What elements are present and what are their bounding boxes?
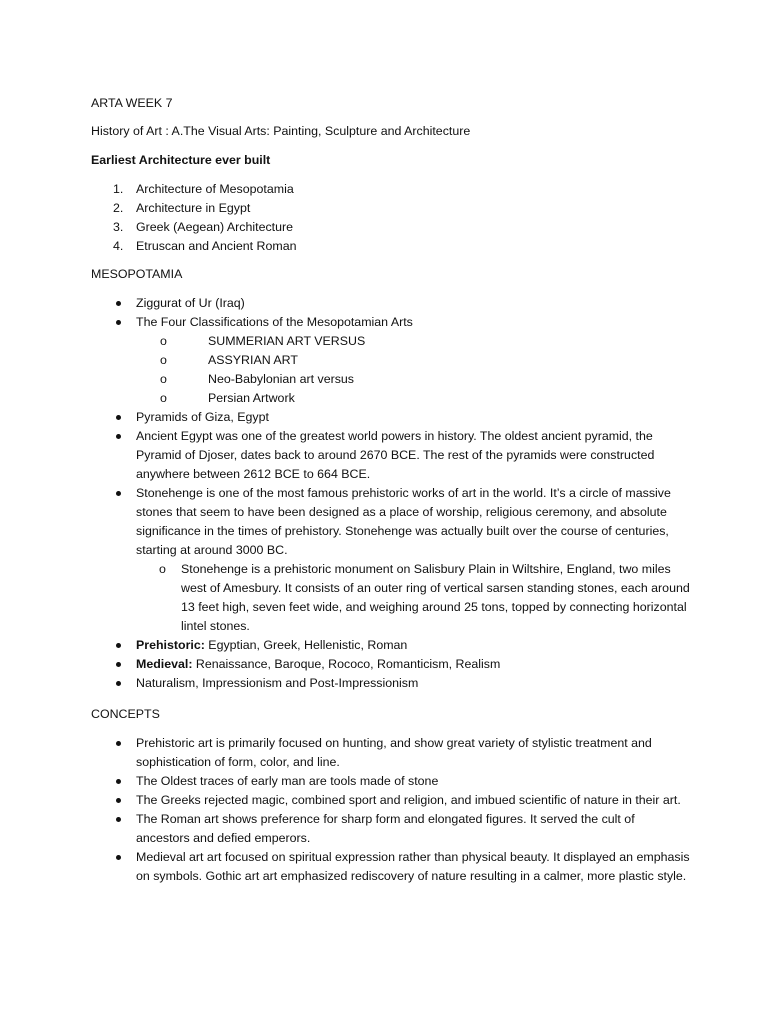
list-item: 1. Architecture of Mesopotamia xyxy=(113,182,294,196)
architecture-list xyxy=(91,180,691,256)
list-item: The Roman art shows preference for sharp form and elongated figures. It served the cult of ancestors and defied emperors. xyxy=(91,810,691,848)
list-item: The Greeks rejected magic, combined sport and religion, and imbued scientific of nature in their art. xyxy=(91,791,691,810)
mesopotamia-list xyxy=(91,294,691,693)
mesopotamia-heading: MESOPOTAMIA xyxy=(91,267,183,281)
sub-list-item: o ASSYRIAN ART xyxy=(136,351,691,370)
concepts-heading: CONCEPTS xyxy=(91,707,160,721)
sub-list-item: o SUMMERIAN ART VERSUS xyxy=(136,332,691,351)
list-item: The Oldest traces of early man are tools made of stone xyxy=(91,772,691,791)
sub-list xyxy=(136,560,691,636)
list-item: Prehistoric: Egyptian, Greek, Hellenistic, Roman xyxy=(91,636,691,655)
list-item: Stonehenge is one of the most famous prehistoric works of art in the world. It’s a circle of massive stones that seem to have been designed as a place of worship, religious ceremony, and absolute significance in the times of prehistory. Stonehenge was actually built over the course of centuries, starting at around 3000 BC. o Stonehenge is a prehistoric monument on Salisbury Plain in Wiltshire, England, two miles west of Amesbury. It consists of an outer ring of vertical sarsen standing stones, each around 13 feet high, seven feet wide, and weighing around 25 tons, topped by connecting horizontal lintel stones. xyxy=(91,484,691,636)
week-title: ARTA WEEK 7 xyxy=(91,96,173,110)
sub-list-item: o Persian Artwork xyxy=(136,389,691,408)
list-item: Medieval art art focused on spiritual expression rather than physical beauty. It displayed an emphasis on symbols. Gothic art art emphasized rediscovery of nature resulting in a calmer, more plastic style. xyxy=(91,848,691,886)
list-item: 4. Etruscan and Ancient Roman xyxy=(113,239,297,253)
sub-list-item: o Stonehenge is a prehistoric monument on Salisbury Plain in Wiltshire, England, two miles west of Amesbury. It consists of an outer ring of vertical sarsen standing stones, each around 13 feet high, seven feet wide, and weighing around 25 tons, topped by connecting horizontal lintel stones. xyxy=(136,560,691,636)
subject-title: History of Art : A.The Visual Arts: Painting, Sculpture and Architecture xyxy=(91,124,471,138)
concepts-list xyxy=(91,734,691,886)
list-item: Ziggurat of Ur (Iraq) xyxy=(91,294,691,313)
list-item: 2. Architecture in Egypt xyxy=(113,201,251,215)
sub-list-item: o Neo-Babylonian art versus xyxy=(136,370,691,389)
list-item: 3. Greek (Aegean) Architecture xyxy=(113,220,294,234)
list-item: Pyramids of Giza, Egypt xyxy=(91,408,691,427)
list-item: Medieval: Renaissance, Baroque, Rococo, Romanticism, Realism xyxy=(91,655,691,674)
list-item: The Four Classifications of the Mesopotamian Arts o SUMMERIAN ART VERSUS o ASSYRIAN ART o Neo-Babylonian art versus o Persian Artwork xyxy=(91,313,691,408)
list-item: Prehistoric art is primarily focused on hunting, and show great variety of stylistic treatment and sophistication of form, color, and line. xyxy=(91,734,691,772)
sub-list xyxy=(136,332,691,408)
list-item: Naturalism, Impressionism and Post-Impressionism xyxy=(91,674,691,693)
list-item: Ancient Egypt was one of the greatest world powers in history. The oldest ancient pyramid, the Pyramid of Djoser, dates back to around 2670 BCE. The rest of the pyramids were constructed anywhere between 2612 BCE to 664 BCE. xyxy=(91,427,691,484)
section-heading: Earliest Architecture ever built xyxy=(91,153,271,167)
